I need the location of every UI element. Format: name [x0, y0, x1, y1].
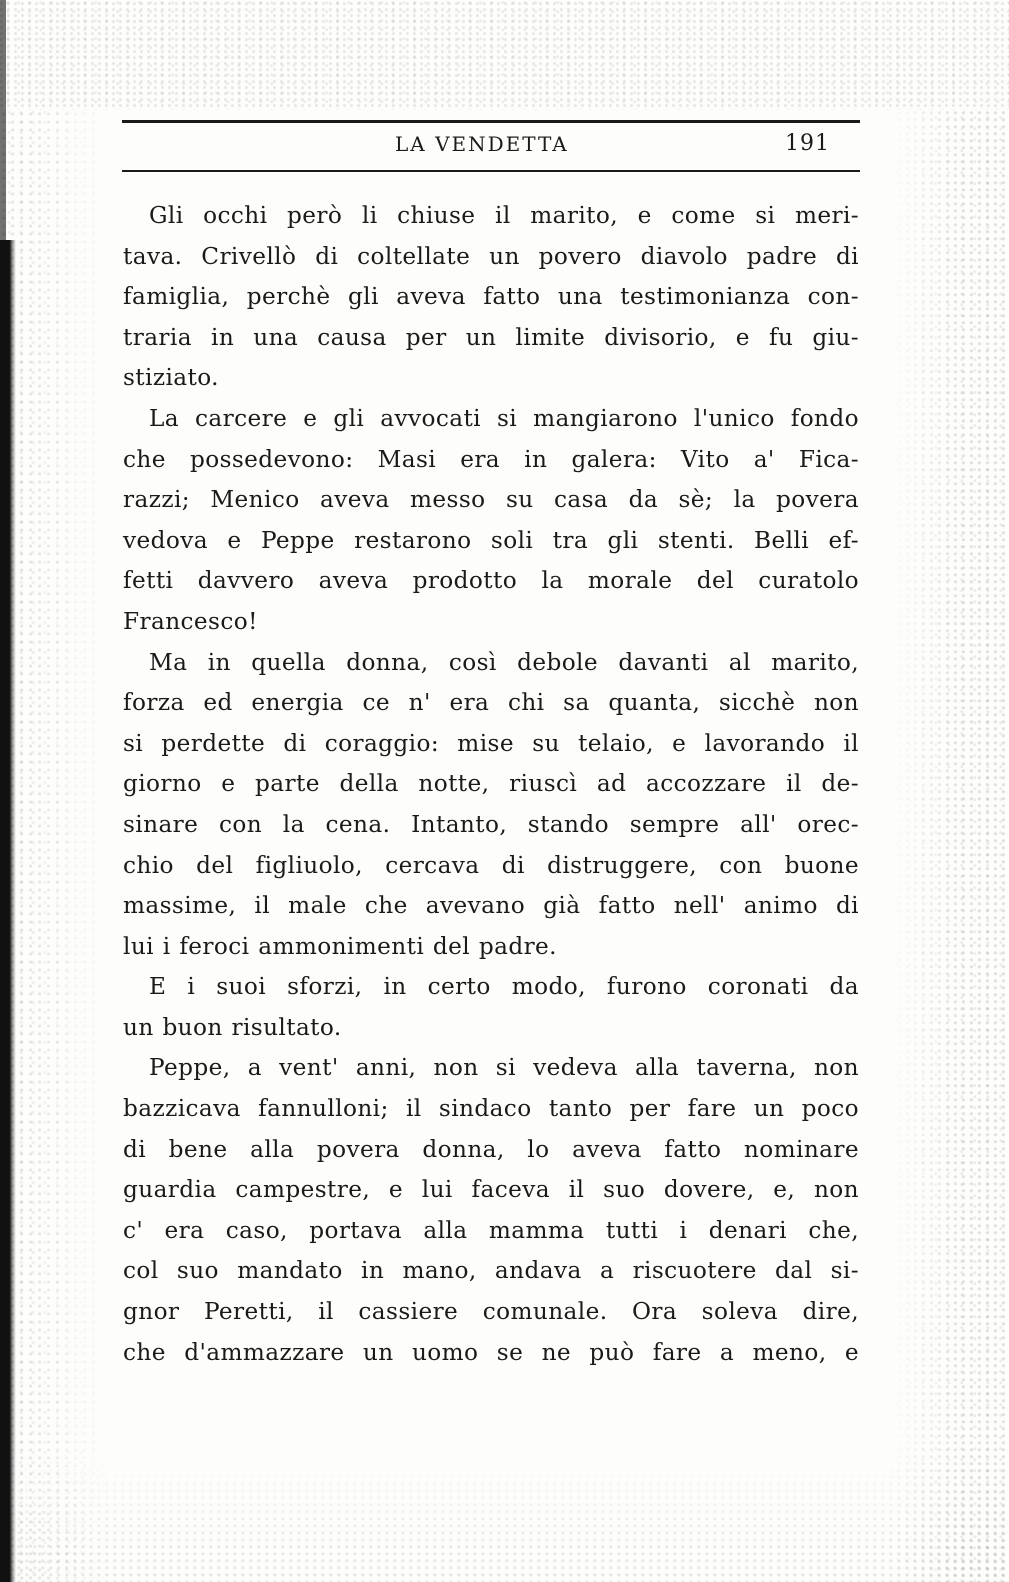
text-line: razzi; Menico aveva messo su casa da sè; la povera — [123, 486, 859, 514]
text-line: Ma in quella donna, così debole davanti al marito, — [149, 648, 859, 676]
binding-shadow — [0, 240, 16, 1582]
text-line: di bene alla povera donna, lo aveva fatto nominare — [123, 1135, 859, 1163]
binding-shadow-top — [0, 0, 6, 240]
running-title: LA VENDETTA — [395, 132, 569, 156]
text-line: Gli occhi però li chiuse il marito, e come si meri- — [149, 202, 859, 229]
text-line: gnor Peretti, il cassiere comunale. Ora soleva dire, — [123, 1298, 859, 1326]
body-text — [123, 196, 859, 1373]
scan-noise-right — [889, 110, 1009, 1582]
text-line: giorno e parte della notte, riuscì ad accozzare il de- — [123, 770, 859, 798]
text-line: forza ed energia ce n' era chi sa quanta, sicchè non — [123, 689, 859, 717]
text-line: chio del figliuolo, cercava di distruggere, con buone — [123, 851, 859, 879]
text-line: tava. Crivellò di coltellate un povero diavolo padre di — [123, 242, 859, 270]
header-rule-top — [122, 120, 860, 123]
text-line: traria in una causa per un limite divisorio, e fu giu- — [123, 323, 859, 351]
text-line: Francesco! — [123, 607, 258, 635]
text-line: bazzicava fannulloni; il sindaco tanto per fare un poco — [123, 1095, 859, 1123]
text-line: c' era caso, portava alla mamma tutti i denari che, — [123, 1216, 859, 1244]
text-line: La carcere e gli avvocati si mangiarono l'unico fondo — [149, 404, 859, 432]
text-line: vedova e Peppe restarono soli tra gli stenti. Belli ef- — [123, 526, 859, 554]
scan-noise-top — [0, 0, 1009, 110]
text-line: un buon risultato. — [123, 1013, 342, 1041]
scan-noise-left — [0, 110, 110, 1582]
text-line: massime, il male che avevano già fatto nell' animo di — [123, 892, 859, 920]
text-line: guardia campestre, e lui faceva il suo dovere, e, non — [123, 1176, 859, 1204]
text-line: fetti davvero aveva prodotto la morale del curatolo — [123, 567, 859, 595]
text-line: famiglia, perchè gli aveva fatto una testimonianza con- — [123, 283, 859, 311]
text-line: che d'ammazzare un uomo se ne può fare a meno, e — [123, 1338, 859, 1366]
text-line: Peppe, a vent' anni, non si vedeva alla taverna, non — [149, 1054, 859, 1082]
text-line: lui i feroci ammonimenti del padre. — [123, 932, 557, 960]
text-line: col suo mandato in mano, andava a riscuotere dal si- — [123, 1257, 859, 1285]
text-line: E i suoi sforzi, in certo modo, furono coronati da — [149, 973, 859, 1001]
page-number: 191 — [785, 131, 830, 156]
text-line: stiziato. — [123, 364, 219, 392]
header-rule-bottom — [122, 170, 860, 172]
text-line: si perdette di coraggio: mise su telaio, e lavorando il — [123, 729, 859, 757]
text-line: che possedevono: Masi era in galera: Vito a' Fica- — [123, 445, 859, 473]
scan-noise-bottom — [0, 1452, 1009, 1582]
text-line: sinare con la cena. Intanto, stando sempre all' orec- — [123, 810, 859, 838]
